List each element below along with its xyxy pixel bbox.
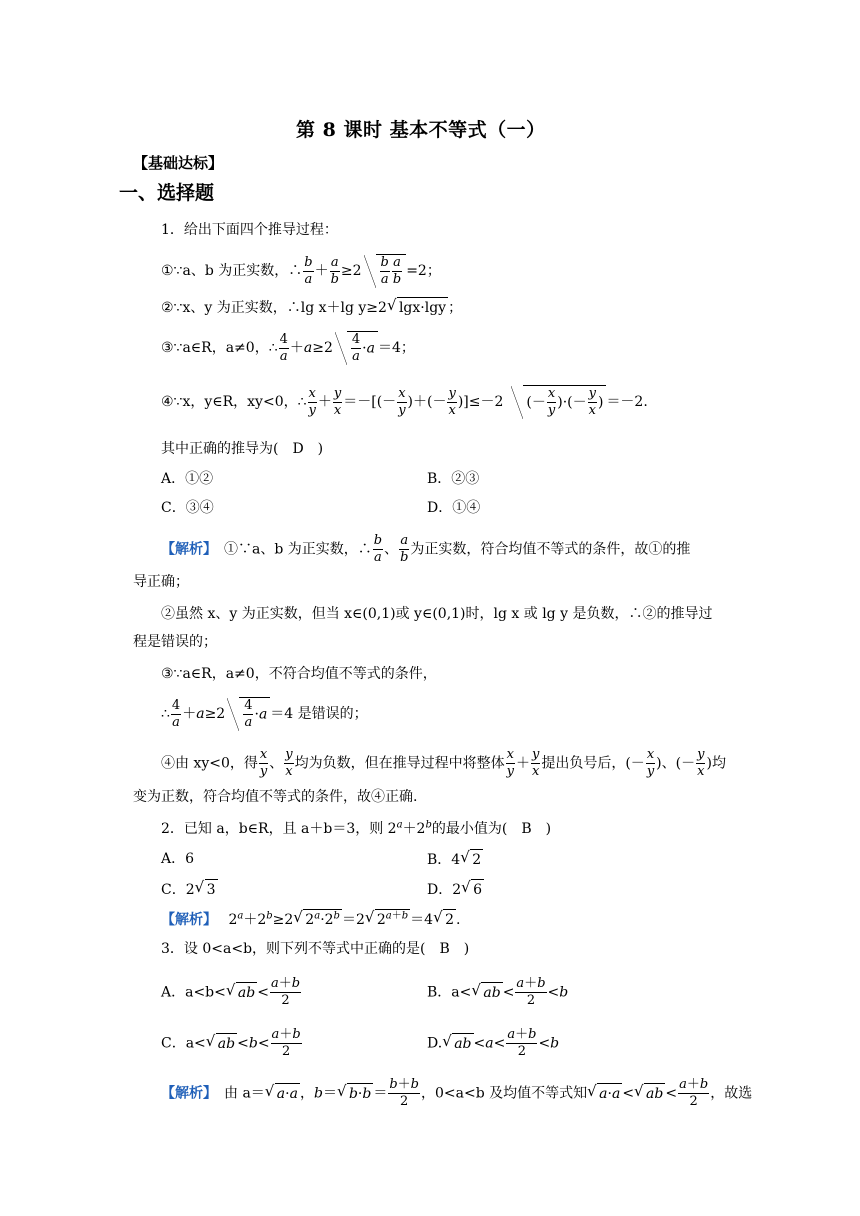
q1-option-a: A．①②: [161, 471, 214, 487]
q1-option-d: D．①④: [427, 500, 481, 516]
question-2-stem: 2．已知 a，b∈R，且 a＋b＝3，则 $2^a+2^b$的最小值为( B ): [161, 819, 552, 837]
q3-option-a: A．a<b<√ ab < $\frac{a+b}{2}$: [161, 976, 302, 1009]
q1-explanation-4: ④由 xy<0，得 $\frac{x}{y}$ 、 $\frac{y}{x}$ 均为负数，但在推导过程中将整体 $\frac{x}{y}$ ＋ $\frac{y}{x}$ 提出负号后，(－ $\frac{x}{y}$ )、(－ $\frac{y}{x}$ )均: [161, 747, 726, 779]
q1-explanation-2: ②虽然 x、y 为正实数，但当 x∈(0,1)或 y∈(0,1)时，lg x 或 lg y 是负数，∴②的推导过: [161, 606, 713, 622]
q1-explanation-3-cont: ∴ $\frac{4}{a}$ ＋a≥2 $\frac{4}{a}$ ·a ＝4 是错误的；: [161, 697, 368, 730]
q1-option-b: B．②③: [427, 471, 480, 487]
q2-option-d: D．2√ 6: [427, 879, 484, 900]
q1-explanation-1: 【解析】 ①∵a、b 为正实数，∴ $\frac{b}{a}$ 、 $\frac{a}{b}$ 为正实数，符合均值不等式的条件，故①的推: [161, 533, 691, 565]
q1-item-1: ①∵a、b 为正实数，∴ $\frac{b}{a}$ ＋ $\frac{a}{b}$ ≥2 $\frac{b}{a}$ $\frac{a}{b}$ =2；: [161, 254, 441, 287]
q1-item-2: ②∵x、y 为正实数，∴lg x＋lg y≥2√ lgx·lgy ；: [161, 297, 462, 318]
q2-explanation: 【解析】 $2^a+2^b\ge 2√$ $2^a\cdot 2^b =2√$ $2^{a+b} =4√$ 2 .: [161, 909, 460, 930]
q1-explanation-3: ③∵a∈R，a≠0，不符合均值不等式的条件，: [161, 666, 437, 682]
explanation-label: 【解析】: [161, 541, 210, 558]
q1-option-c: C．③④: [161, 500, 214, 516]
q2-option-a: A．6: [161, 851, 195, 867]
q3-option-d: D.√ ab <a< $\frac{a+b}{2}$ <b: [427, 1027, 559, 1060]
q1-ask: 其中正确的推导为( D ): [161, 441, 324, 457]
q1-item-4: ④∵x，y∈R，xy<0，∴ $\frac{x}{y}$ ＋ $\frac{y}{x}$ ＝－[(－ $\frac{x}{y}$ )＋(－ $\frac{y}{x}$ )]≤－2 (－ $\frac{x}{y}$ )·(－ $\frac{y}{x}$ ) ＝－2.: [161, 385, 648, 418]
q1-explanation-4-cont: 变为正数，符合均值不等式的条件，故④正确.: [133, 789, 418, 805]
q1-explanation-2-cont: 程是错误的；: [133, 634, 217, 650]
question-1-stem: 1．给出下面四个推导过程：: [161, 222, 338, 238]
q3-option-b: B．a<√ ab < $\frac{a+b}{2}$ <b: [427, 976, 568, 1009]
q1-explanation-1-cont: 导正确；: [133, 574, 189, 590]
q2-option-c: C．2√ 3: [161, 879, 218, 900]
question-3-stem: 3．设 0<a<b，则下列不等式中正确的是( B ): [161, 941, 470, 957]
explanation-label: 【解析】: [161, 912, 210, 928]
q3-option-c: C．a<√ ab <b< $\frac{a+b}{2}$: [161, 1027, 303, 1060]
q1-item-3: ③∵a∈R，a≠0，∴ $\frac{4}{a}$ ＋a≥2 $\frac{4}{a}$ ·a ＝4；: [161, 331, 415, 364]
q2-option-b: B．4√ 2: [427, 849, 483, 870]
section-label: 【基础达标】: [133, 154, 224, 172]
page-title: 第 8 课时 基本不等式（一）: [296, 119, 546, 141]
section-heading: 一、选择题: [119, 182, 215, 204]
explanation-label: 【解析】: [161, 1085, 210, 1102]
q3-explanation: 【解析】 由 a＝√ a·a ，b＝√ b·b ＝ $\frac{b+b}{2}$ ，0<a<b 及均值不等式知√ a·a <√ ab < $\frac{a+b}{2}$ ，故选: [161, 1077, 752, 1110]
